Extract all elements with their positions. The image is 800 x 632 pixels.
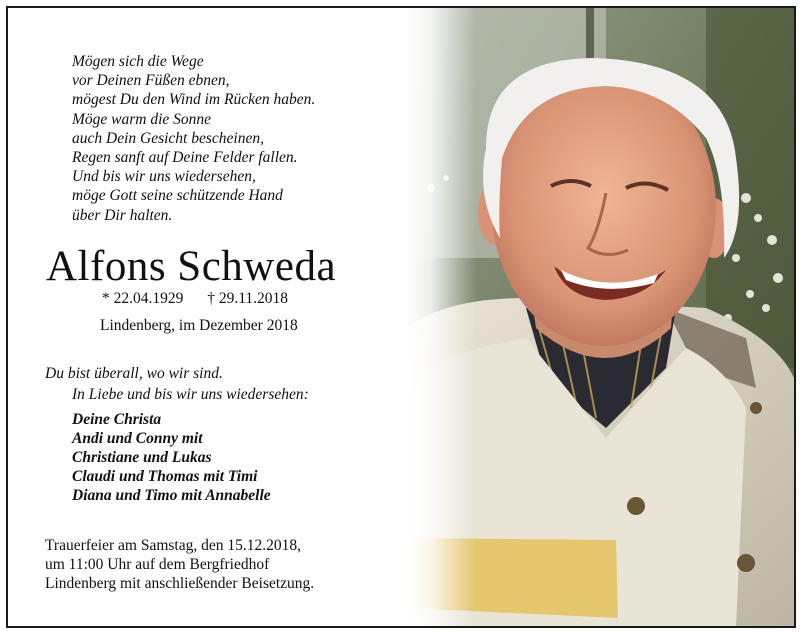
mourner: Deine Christa: [72, 411, 162, 428]
poem-line: Und bis wir uns wiedersehen,: [72, 168, 256, 186]
closing-subline: In Liebe und bis wir uns wiedersehen:: [72, 386, 309, 403]
mourner: Diana und Timo mit Annabelle: [72, 487, 271, 504]
mourner: Christiane und Lukas: [72, 449, 212, 466]
place-date: Lindenberg, im Dezember 2018: [100, 317, 298, 334]
closing-line: Du bist überall, wo wir sind.: [45, 365, 223, 382]
life-dates: [102, 290, 288, 308]
obituary-card: [6, 6, 796, 628]
funeral-service-info: [45, 536, 314, 593]
service-line: Trauerfeier am Samstag, den 15.12.2018,: [45, 537, 301, 554]
deceased-name: Alfons Schweda: [46, 243, 337, 290]
mourners-list: [72, 410, 271, 505]
poem-line: auch Dein Gesicht bescheinen,: [72, 129, 264, 147]
mourner: Claudi und Thomas mit Timi: [72, 468, 258, 485]
mourner: Andi und Conny mit: [72, 430, 203, 447]
poem-line: vor Deinen Füßen ebnen,: [72, 72, 230, 90]
poem: [72, 52, 315, 225]
poem-line: Mögen sich die Wege: [72, 53, 204, 70]
poem-line: möge Gott seine schützende Hand: [72, 187, 283, 205]
poem-line: über Dir halten.: [72, 206, 173, 224]
poem-line: Regen sanft auf Deine Felder fallen.: [72, 149, 298, 167]
poem-line: Möge warm die Sonne: [72, 110, 212, 128]
service-line: um 11:00 Uhr auf dem Bergfriedhof: [45, 556, 270, 573]
death-date: † 29.11.2018: [207, 290, 289, 307]
poem-line: mögest Du den Wind im Rücken haben.: [72, 91, 316, 109]
service-line: Lindenberg mit anschließender Beisetzung.: [45, 575, 315, 592]
birth-date: * 22.04.1929: [102, 290, 184, 307]
portrait-photo: [406, 8, 794, 626]
photo-fade: [406, 8, 476, 626]
